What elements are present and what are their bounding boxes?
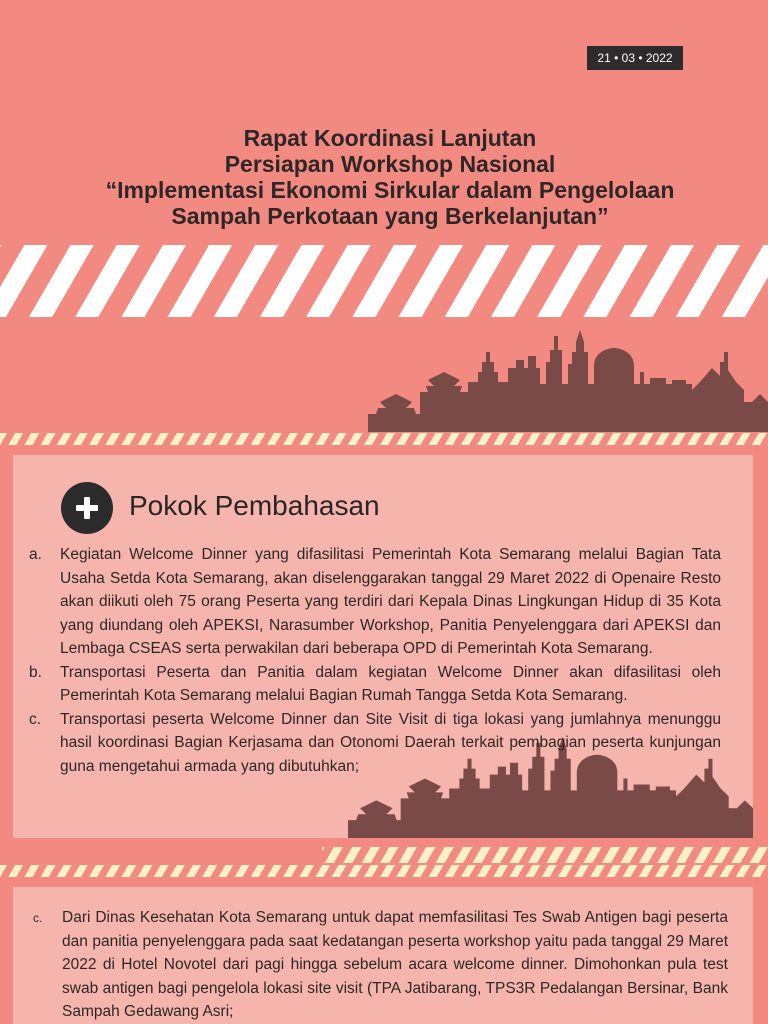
discussion-list: [29, 543, 721, 778]
list-item-text: Transportasi Peserta dan Panitia dalam kegiatan Welcome Dinner akan difasilitasi oleh Pemerintah Kota Semarang melalui Bagian Rumah Tangga Setda Kota Semarang.: [60, 663, 721, 704]
title-line-2: Persiapan Workshop Nasional: [224, 151, 556, 177]
list-item: [29, 661, 721, 708]
list-marker: c.: [33, 911, 43, 925]
plus-icon: [61, 482, 113, 534]
title-line-1: Rapat Koordinasi Lanjutan: [243, 125, 537, 151]
discussion-list-continued: [33, 906, 728, 1024]
section-heading: Pokok Pembahasan: [129, 490, 380, 521]
list-item-text: Dari Dinas Kesehatan Kota Semarang untuk dapat memfasilitasi Tes Swab Antigen bagi peserta dan panitia penyelenggara pada saat kedatangan peserta workshop yaitu pada tanggal 29 Maret 2022 di Hotel Novotel dari pagi hingga sebelum acara welcome dinner. Dimohonkan pula test swab antigen bagi pengelola lokasi site visit (TPA Jatibarang, TPS3R Pedalangan Bersinar, Bank Sampah Gedawang Asri;: [62, 909, 728, 1020]
diagonal-stripe-band: [0, 245, 768, 317]
list-item-text: Transportasi peserta Welcome Dinner dan Site Visit di tiga lokasi yang jumlahnya menunggu hasil koordinasi Bagian Kerjasama dan Otonomi Daerah terkait pembagian peserta kunjungan guna mengetahui armada yang dibutuhkan;: [60, 710, 721, 775]
discussion-card-continued: [13, 887, 753, 1024]
discussion-card: [13, 455, 753, 838]
list-marker: c.: [29, 710, 42, 728]
page-title: [40, 125, 740, 229]
list-item: [29, 543, 721, 661]
title-line-3: “Implementasi Ekonomi Sirkular dalam Pengelolaan: [105, 177, 675, 203]
caution-tape-top: [0, 433, 768, 445]
list-marker: a.: [29, 546, 42, 563]
list-item: [33, 906, 728, 1024]
list-marker: b.: [29, 663, 42, 681]
stripe-strip-mask: [0, 847, 322, 863]
title-line-4: Sampah Perkotaan yang Berkelanjutan”: [171, 203, 609, 229]
city-skyline-illustration: [368, 322, 768, 432]
list-item: [29, 708, 721, 779]
caution-tape-bottom: [0, 865, 768, 877]
date-badge: 21 • 03 • 2022: [587, 46, 683, 70]
list-item-text: Kegiatan Welcome Dinner yang difasilitasi Pemerintah Kota Semarang melalui Bagian Tata Usaha Setda Kota Semarang, akan diselenggarakan tanggal 29 Maret 2022 di Openaire Resto akan diikuti oleh 75 orang Peserta yang terdiri dari Kepala Dinas Lingkungan Hidup di 35 Kota yang diundang oleh APEKSI, Narasumber Workshop, Panitia Penyelenggara dari APEKSI dan Lembaga CSEAS serta perwakilan dari beberapa OPD di Pemerintah Kota Semarang.: [60, 546, 721, 657]
